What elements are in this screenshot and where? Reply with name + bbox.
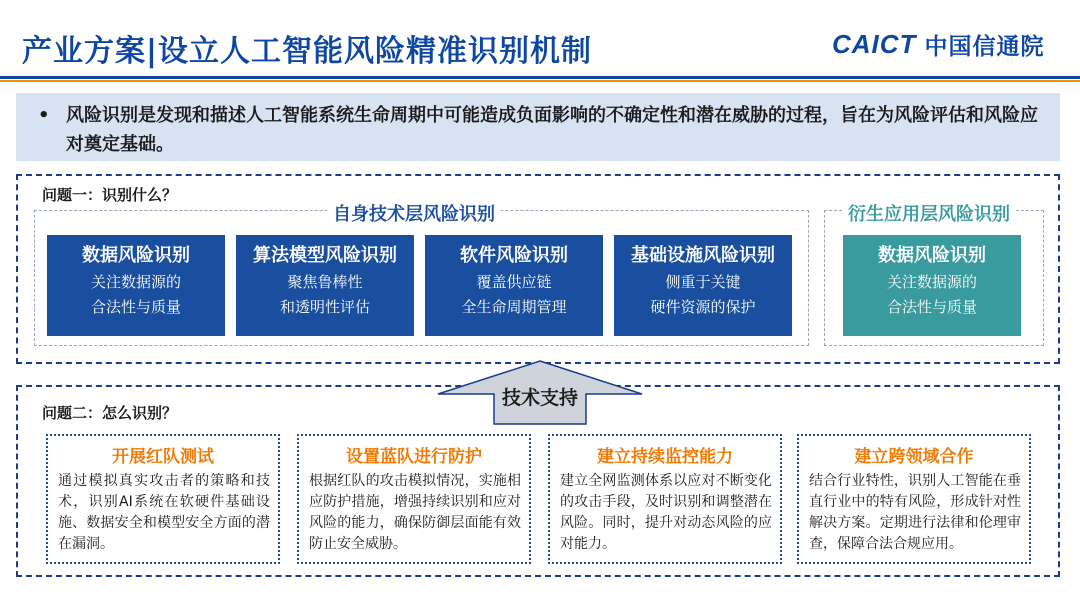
- method-title: 建立持续监控能力: [597, 447, 733, 467]
- card-data-risk: [47, 235, 225, 336]
- page-title: 产业方案|设立人工智能风险精准识别机制: [22, 34, 592, 69]
- header-rule-orange: [0, 80, 1080, 82]
- card-title: 数据风险识别: [878, 245, 986, 266]
- group-self-label: 自身技术层风险识别: [327, 200, 501, 226]
- card-line: 和透明性评估: [279, 298, 370, 316]
- card-line: 聚焦鲁棒性: [287, 273, 363, 291]
- card-title: 基础设施风险识别: [631, 245, 775, 266]
- method-card-cross-domain: [797, 434, 1031, 564]
- intro-text: 风险识别是发现和描述人工智能系统生命周期中可能造成负面影响的不确定性和潜在威胁的过程，旨在为风险评估和风险应对奠定基础。: [66, 105, 1038, 155]
- support-label: 技术支持: [501, 387, 578, 409]
- question-two: 问题二：怎么识别？: [42, 404, 178, 422]
- logo-cn-text: 中国信通院: [924, 34, 1045, 60]
- method-title: 建立跨领域合作: [854, 447, 974, 467]
- intro-box: [16, 93, 1060, 161]
- question-one: 问题一：识别什么？: [42, 186, 178, 204]
- card-line: 侧重于关键: [665, 273, 741, 291]
- card-line: 全生命周期管理: [461, 298, 567, 316]
- method-title: 开展红队测试: [112, 447, 214, 467]
- card-line: 合法性与质量: [90, 298, 181, 316]
- logo-caict-text: CAICT: [832, 29, 917, 59]
- header-rule-blue: [0, 76, 1080, 79]
- card-line: 合法性与质量: [886, 298, 977, 316]
- bullet-icon: •: [38, 105, 50, 126]
- card-title: 软件风险识别: [460, 245, 568, 266]
- card-app-data-risk: [843, 235, 1021, 336]
- group-app-label: 衍生应用层风险识别: [842, 200, 1016, 226]
- card-line: 关注数据源的: [886, 273, 977, 291]
- card-title: 数据风险识别: [82, 245, 190, 266]
- method-title: 设置蓝队进行防护: [346, 447, 482, 467]
- method-body: 通过模拟真实攻击者的策略和技术，识别AI系统在软硬件基础设施、数据安全和模型安全方面的潜在漏洞。: [58, 473, 270, 552]
- method-body: 根据红队的攻击模拟情况，实施相应防护措施，增强持续识别和应对风险的能力，确保防御层面能有效防止安全威胁。: [309, 473, 521, 552]
- caict-logo: [832, 28, 1044, 61]
- method-body: 结合行业特性，识别人工智能在垂直行业中的特有风险，形成针对性解决方案。定期进行法律和伦理审查，保障合法合规应用。: [809, 473, 1021, 552]
- card-algorithm-risk: [236, 235, 414, 336]
- card-line: 覆盖供应链: [476, 273, 552, 291]
- card-line: 关注数据源的: [90, 273, 181, 291]
- card-title: 算法模型风险识别: [253, 245, 397, 266]
- method-body: 建立全网监测体系以应对不断变化的攻击手段，及时识别和调整潜在风险。同时，提升对动态风险的应对能力。: [560, 473, 772, 552]
- method-card-blue-team: [297, 434, 531, 564]
- card-line: 硬件资源的保护: [650, 298, 756, 316]
- method-card-monitoring: [548, 434, 782, 564]
- card-infrastructure-risk: [614, 235, 792, 336]
- card-software-risk: [425, 235, 603, 336]
- method-card-red-team: [46, 434, 280, 564]
